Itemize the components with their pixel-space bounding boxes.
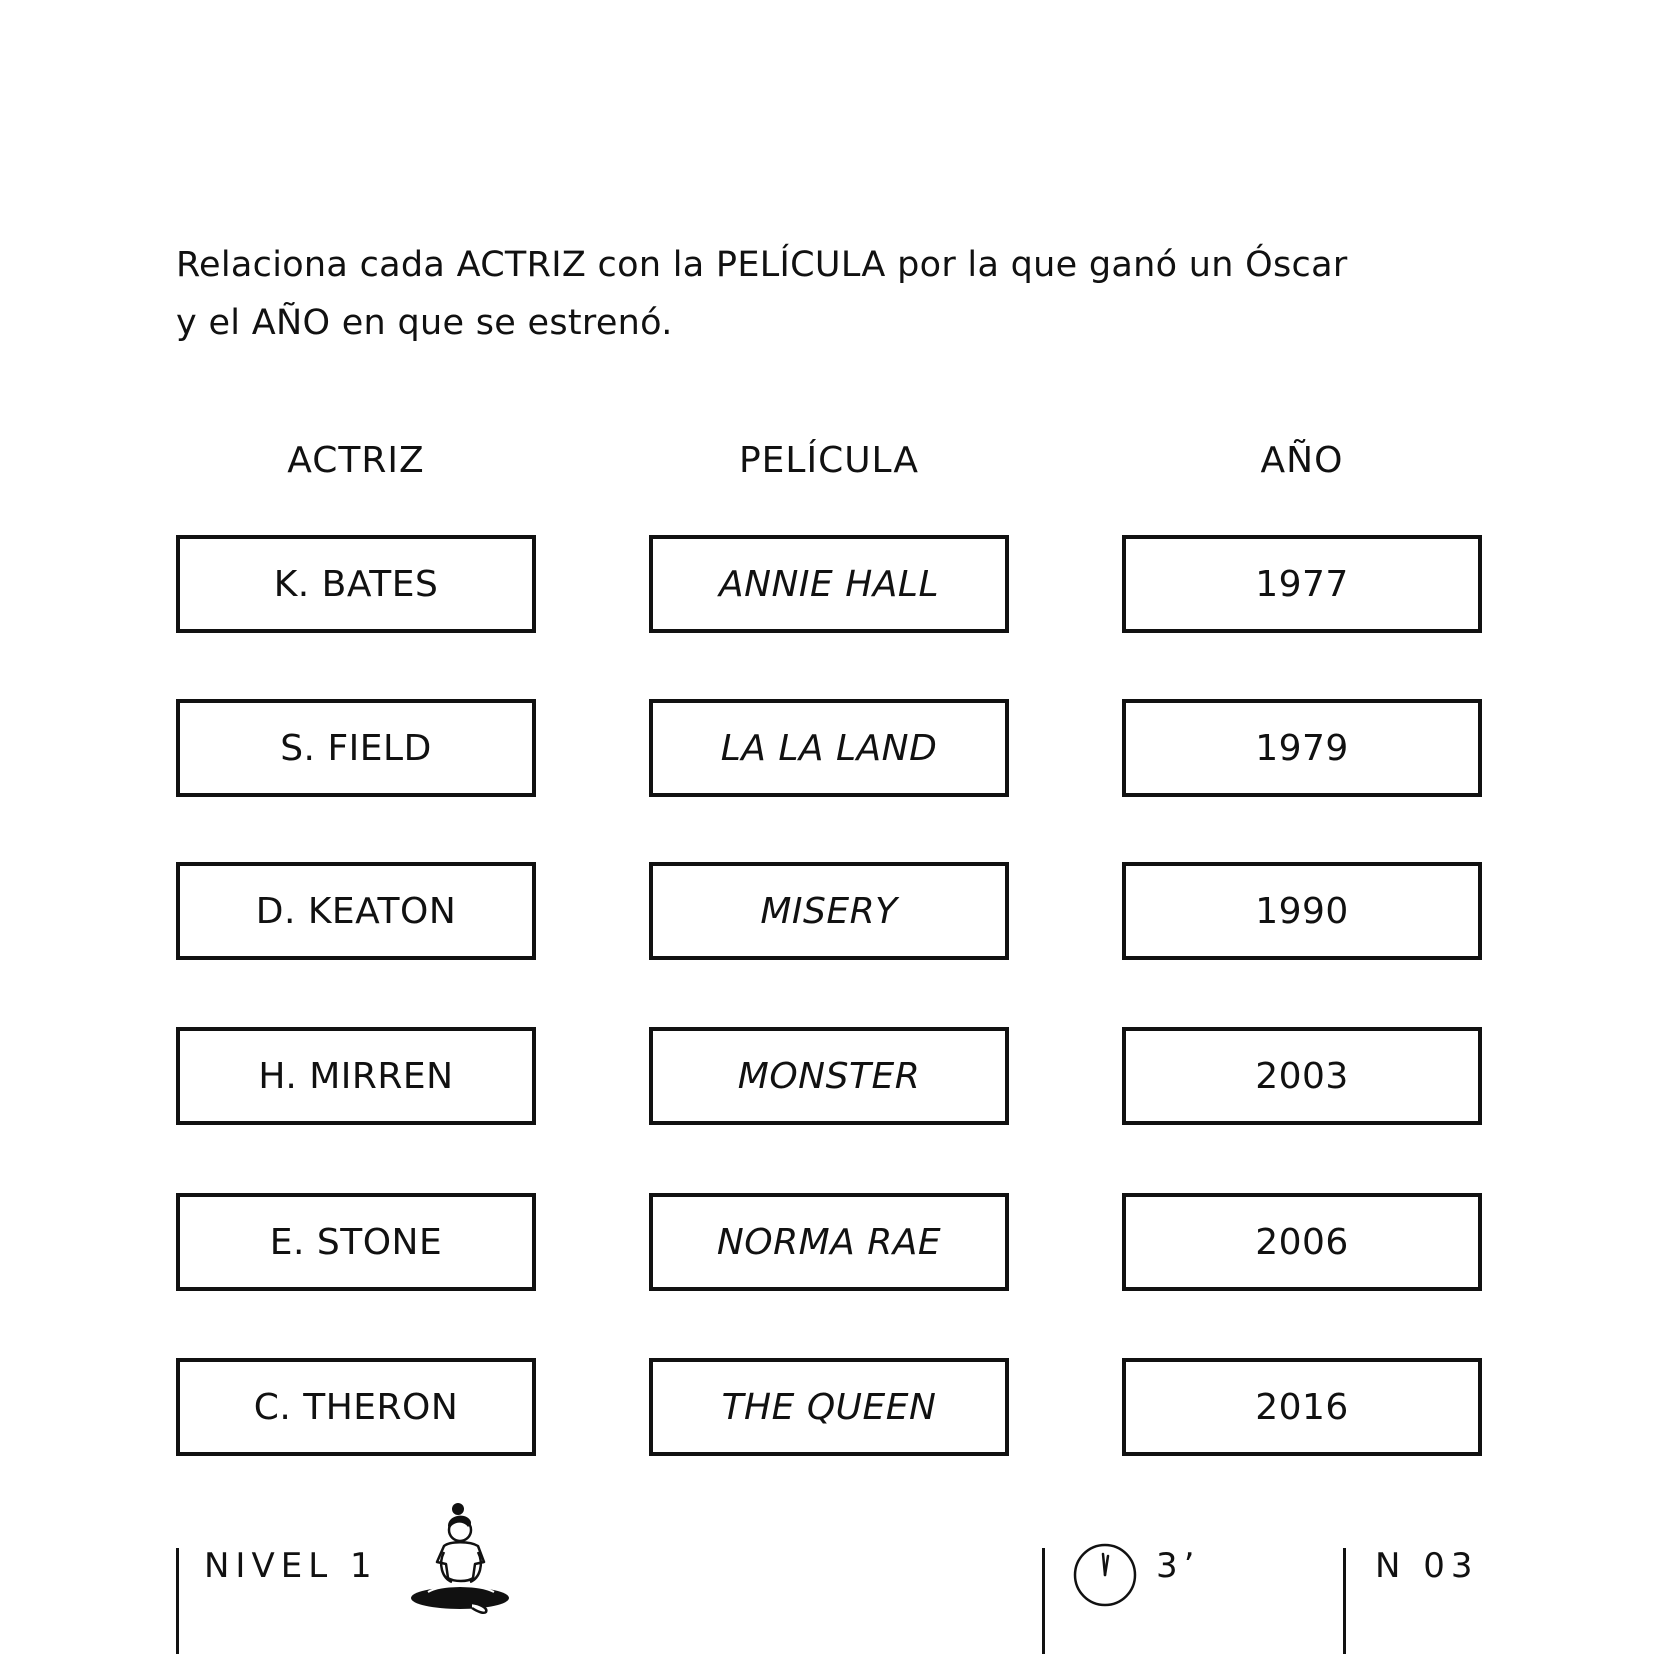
instructions: [176, 236, 1476, 352]
instructions-line-2: y el AÑO en que se estrenó.: [176, 303, 673, 343]
page-number: N 03: [1375, 1546, 1479, 1586]
footer-divider-left: [176, 1548, 179, 1654]
header-actriz: ACTRIZ: [287, 440, 425, 481]
header-pelicula: PELÍCULA: [738, 440, 920, 481]
actress-box[interactable]: E. STONE: [176, 1193, 536, 1291]
actress-box[interactable]: S. FIELD: [176, 699, 536, 797]
actress-box[interactable]: K. BATES: [176, 535, 536, 633]
year-box[interactable]: 2006: [1122, 1193, 1482, 1291]
year-box[interactable]: 2016: [1122, 1358, 1482, 1456]
film-box[interactable]: MONSTER: [649, 1027, 1009, 1125]
year-box[interactable]: 1977: [1122, 535, 1482, 633]
film-box[interactable]: NORMA RAE: [649, 1193, 1009, 1291]
actress-box[interactable]: H. MIRREN: [176, 1027, 536, 1125]
year-box[interactable]: 1979: [1122, 699, 1482, 797]
meditating-person-icon: [408, 1500, 514, 1622]
film-box[interactable]: THE QUEEN: [649, 1358, 1009, 1456]
year-box[interactable]: 2003: [1122, 1027, 1482, 1125]
time-label: 3’: [1156, 1546, 1201, 1586]
header-anio: AÑO: [1260, 440, 1344, 481]
film-box[interactable]: ANNIE HALL: [649, 535, 1009, 633]
film-box[interactable]: LA LA LAND: [649, 699, 1009, 797]
footer-divider-right: [1343, 1548, 1346, 1654]
level-label: NIVEL 1: [204, 1546, 378, 1586]
clock-icon: [1072, 1542, 1138, 1608]
year-box[interactable]: 1990: [1122, 862, 1482, 960]
actress-box[interactable]: D. KEATON: [176, 862, 536, 960]
film-box[interactable]: MISERY: [649, 862, 1009, 960]
instructions-line-1: Relaciona cada ACTRIZ con la PELÍCULA por la que ganó un Óscar: [176, 245, 1348, 285]
actress-box[interactable]: C. THERON: [176, 1358, 536, 1456]
footer-divider-middle: [1042, 1548, 1045, 1654]
